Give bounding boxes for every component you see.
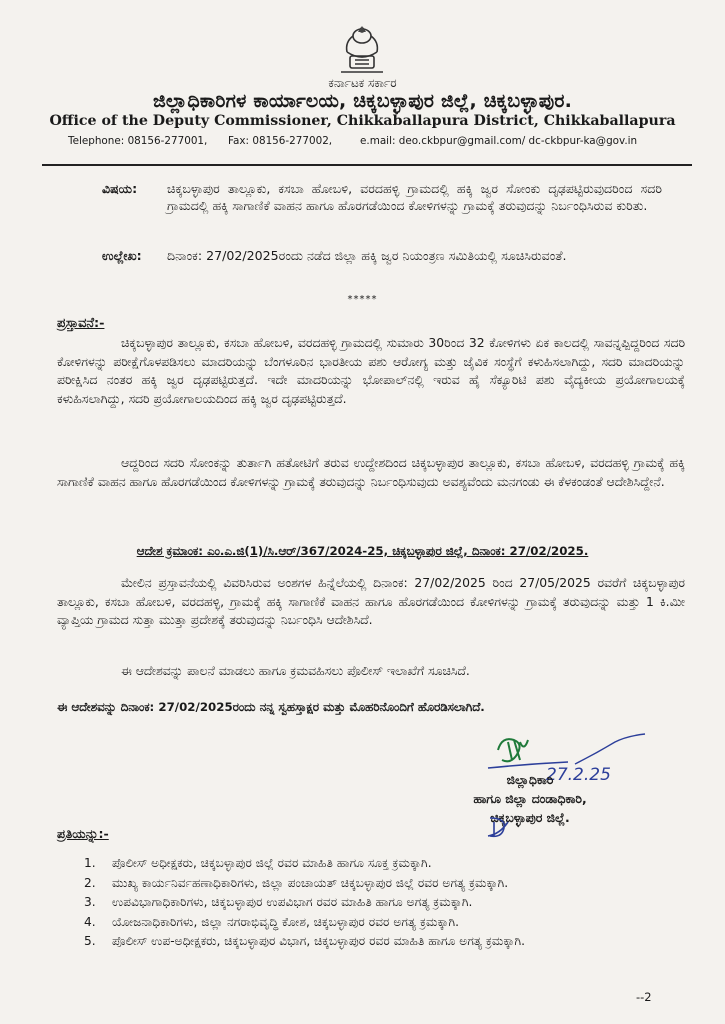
page-number: --2 — [636, 990, 652, 1004]
state-emblem-icon — [333, 22, 391, 78]
reference-text: ದಿನಾಂಕ: 27/02/2025ರಂದು ನಡೆದ ಜಿಲ್ಲಾ ಹಕ್ಕಿ ಜ್ವರ ನಿಯಂತ್ರಣ ಸಮಿತಿಯಲ್ಲಿ ಸೂಚಿಸಿರುವಂತೆ. — [167, 248, 567, 263]
government-name: ಕರ್ನಾಟಕ ಸರ್ಕಾರ — [328, 76, 397, 90]
office-title-kannada: ಜಿಲ್ಲಾಧಿಕಾರಿಗಳ ಕಾರ್ಯಾಲಯ, ಚಿಕ್ಕಬಳ್ಳಾಪುರ ಜಿಲ್ಲೆ, ಚಿಕ್ಕಬಳ್ಳಾಪುರ. — [152, 90, 573, 112]
list-item: 1. ಪೊಲೀಸ್ ಅಧೀಕ್ಷಕರು, ಚಿಕ್ಕಬಳ್ಳಾಪುರ ಜಿಲ್ಲೆ ರವರ ಮಾಹಿತಿ ಹಾಗೂ ಸೂಕ್ತ ಕ್ರಮಕ್ಕಾಗಿ. — [84, 856, 432, 870]
subject-block — [102, 181, 662, 215]
reference-label: ಉಲ್ಲೇಖ: — [102, 248, 142, 263]
signatory-designation: ಹಾಗೂ ಜಿಲ್ಲಾ ದಂಡಾಧಿಕಾರಿ, — [473, 791, 587, 806]
copies-list — [84, 855, 674, 953]
subject-label: ವಿಷಯ: — [102, 181, 138, 196]
signatory-title: ಜಿಲ್ಲಾಧಿಕಾರಿ — [506, 772, 554, 787]
subject-text: ಚಿಕ್ಕಬಳ್ಳಾಪುರ ತಾಲ್ಲೂಕು, ಕಸಬಾ ಹೋಬಳಿ, ವರದಹಳ್ಳಿ ಗ್ರಾಮದಲ್ಲಿ ಹಕ್ಕಿ ಜ್ವರ ಸೋಂಕು ದೃಢಪಟ್ಟಿರುವುದರಿಂದ ಸದರಿ ಗ್ರಾಮದಲ್ಲಿ ಹಕ್ಕಿ ಸಾಗಾಣಿಕೆ ವಾಹನ ಹಾಗೂ ಹೊರಗಡೆಯಿಂದ ಕೋಳಿಗಳನ್ನು ಗ್ರಾಮಕ್ಕೆ ತರುವುದನ್ನು ನಿರ್ಬಂಧಿಸಿರುವ ಕುರಿತು. — [167, 181, 662, 213]
initial-mark-icon — [484, 814, 512, 840]
contact-line — [68, 135, 668, 147]
list-item: 4. ಯೋಜನಾಧಿಕಾರಿಗಳು, ಜಿಲ್ಲಾ ನಗರಾಭಿವೃದ್ಧಿ ಕೋಶ, ಚಿಕ್ಕಬಳ್ಳಾಪುರ ರವರ ಅಗತ್ಯ ಕ್ರಮಕ್ಕಾಗಿ. — [84, 914, 460, 929]
email: e.mail: deo.ckbpur@gmail.com/ dc-ckbpur-ka@gov.in — [360, 135, 638, 147]
header-divider — [42, 164, 692, 166]
issued-statement: ಈ ಆದೇಶವನ್ನು ದಿನಾಂಕ: 27/02/2025ರಂದು ನನ್ನ ಸ್ವಹಸ್ತಾಕ್ಷರ ಮತ್ತು ಮೊಹರಿನೊಂದಿಗೆ ಹೊರಡಿಸಲಾಗಿದೆ. — [57, 700, 485, 714]
list-item: 3. ಉಪವಿಭಾಗಾಧಿಕಾರಿಗಳು, ಚಿಕ್ಕಬಳ್ಳಾಪುರ ಉಪವಿಭಾಗ ರವರ ಮಾಹಿತಿ ಹಾಗೂ ಅಗತ್ಯ ಕ್ರಮಕ್ಕಾಗಿ. — [84, 895, 473, 910]
fax: Fax: 08156-277002, — [228, 135, 333, 147]
preamble-paragraph-2: ಆದ್ದರಿಂದ ಸದರಿ ಸೋಂಕನ್ನು ತುರ್ತಾಗಿ ಹತೋಟಿಗೆ ತರುವ ಉದ್ದೇಶದಿಂದ ಚಿಕ್ಕಬಳ್ಳಾಪುರ ತಾಲ್ಲೂಕು, ಕಸಬಾ ಹೋಬಳಿ, ವರದಹಳ್ಳಿ ಗ್ರಾಮಕ್ಕೆ ಹಕ್ಕಿ ಸಾಗಾಣಿಕೆ ವಾಹನ ಹಾಗೂ ಹೊರಗಡೆಯಿಂದ ಕೋಳಿಗಳನ್ನು ಗ್ರಾಮಕ್ಕೆ ತರುವುದನ್ನು ನಿರ್ಬಂಧಿಸುವುದು ಅವಶ್ಯವೆಂದು ಮನಗಂಡು ಈ ಕೆಳಕಂಡಂತೆ ಆದೇಶಿಸಿದ್ದೇನೆ. — [57, 455, 685, 489]
reference-block — [102, 248, 662, 265]
preamble-paragraph-1: ಚಿಕ್ಕಬಳ್ಳಾಪುರ ತಾಲ್ಲೂಕು, ಕಸಬಾ ಹೋಬಳಿ, ವರದಹಳ್ಳಿ ಗ್ರಾಮದಲ್ಲಿ ಸುಮಾರು 30ರಿಂದ 32 ಕೋಳಿಗಳು ಏಕ ಕಾಲದಲ್ಲಿ ಸಾವನ್ನಪ್ಪಿದ್ದರಿಂದ ಸದರಿ ಕೋಳಿಗಳನ್ನು ಪರೀಕ್ಷೆಗೊಳಪಡಿಸಲು ಮಾದರಿಯನ್ನು ಬೆಂಗಳೂರಿನ ಭಾರತೀಯ ಪಶು ಆರೋಗ್ಯ ಮತ್ತು ಜೈವಿಕ ಸಂಸ್ಥೆಗೆ ಕಳುಹಿಸಲಾಗಿದ್ದು, ಸದರಿ ಮಾದರಿಯನ್ನು ಪರೀಕ್ಷಿಸಿದ ನಂತರ ಹಕ್ಕಿ ಜ್ವರ ದೃಢಪಟ್ಟಿರುತ್ತದೆ. ಇದೇ ಮಾದರಿಯನ್ನು ಭೋಪಾಲ್‌ನಲ್ಲಿ ಇರುವ ಹೈ ಸೆಕ್ಯೂರಿಟಿ ಪಶು ವೈದ್ಯಕೀಯ ಪ್ರಯೋಗಾಲಯಕ್ಕೆ ಕಳುಹಿಸಲಾಗಿದ್ದು, ಸದರಿ ಪ್ರಯೋಗಾಲಯದಿಂದ ಹಕ್ಕಿ ಜ್ವರ ದೃಢಪಟ್ಟಿರುತ್ತದೆ. — [57, 335, 685, 406]
list-item: 5. ಪೊಲೀಸ್ ಉಪ-ಅಧೀಕ್ಷಕರು, ಚಿಕ್ಕಬಳ್ಳಾಪುರ ವಿಭಾಗ, ಚಿಕ್ಕಬಳ್ಳಾಪುರ ರವರ ಮಾಹಿತಿ ಹಾಗೂ ಅಗತ್ಯ ಕ್ರಮಕ್ಕಾಗಿ. — [84, 934, 526, 949]
copies-heading: ಪ್ರತಿಯನ್ನು:- — [57, 826, 109, 841]
signature-date: 27.2.25 — [546, 765, 611, 785]
order-paragraph-1: ಮೇಲಿನ ಪ್ರಸ್ತಾವನೆಯಲ್ಲಿ ವಿವರಿಸಿರುವ ಅಂಶಗಳ ಹಿನ್ನೆಲೆಯಲ್ಲಿ ದಿನಾಂಕ: 27/02/2025 ರಿಂದ 27/05/2025 ರವರೆಗೆ ಚಿಕ್ಕಬಳ್ಳಾಪುರ ತಾಲ್ಲೂಕು, ಕಸಬಾ ಹೋಬಳಿ, ವರದಹಳ್ಳಿ, ಗ್ರಾಮಕ್ಕೆ ಹಕ್ಕಿ ಸಾಗಾಣಿಕೆ ವಾಹನ ಹಾಗೂ ಹೊರಗಡೆಯಿಂದ ಕೋಳಿಗಳನ್ನು ಗ್ರಾಮಕ್ಕೆ ತರುವುದನ್ನು ಮತ್ತು 1 ಕಿ.ಮೀ ವ್ಯಾಪ್ತಿಯ ಗ್ರಾಮದ ಸುತ್ತಾ ಮುತ್ತಾ ಪ್ರದೇಶಕ್ಕೆ ತರುವುದನ್ನು ನಿರ್ಬಂಧಿಸಿ ಆದೇಶಿಸಿದೆ. — [57, 575, 685, 628]
separator-stars: ***** — [347, 294, 378, 305]
office-title-english: Office of the Deputy Commissioner, Chikkaballapura District, Chikkaballapura — [49, 113, 676, 129]
preamble-heading: ಪ್ರಸ್ತಾವನೆ:- — [57, 316, 105, 331]
order-paragraph-2: ಈ ಆದೇಶವನ್ನು ಪಾಲನೆ ಮಾಡಲು ಹಾಗೂ ಕ್ರಮವಹಿಸಲು ಪೊಲೀಸ್ ಇಲಾಖೆಗೆ ಸೂಚಿಸಿದೆ. — [121, 663, 470, 678]
list-item: 2. ಮುಖ್ಯ ಕಾರ್ಯನಿರ್ವಹಣಾಧಿಕಾರಿಗಳು, ಜಿಲ್ಲಾ ಪಂಚಾಯತ್ ಚಿಕ್ಕಬಳ್ಳಾಪುರ ಜಿಲ್ಲೆ ರವರ ಅಗತ್ಯ ಕ್ರಮಕ್ಕಾಗಿ. — [84, 875, 509, 890]
signatory-district: ಚಿಕ್ಕಬಳ್ಳಾಪುರ ಜಿಲ್ಲೆ. — [490, 810, 570, 825]
telephone: Telephone: 08156-277001, — [68, 135, 208, 147]
order-number-line: ಆದೇಶ ಕ್ರಮಾಂಕ: ಎಂ.ಎ.ಜಿ(1)/ಸಿ.ಆರ್/367/2024-25, ಚಿಕ್ಕಬಳ್ಳಾಪುರ ಜಿಲ್ಲೆ, ದಿನಾಂಕ: 27/02/2025. — [136, 544, 589, 558]
